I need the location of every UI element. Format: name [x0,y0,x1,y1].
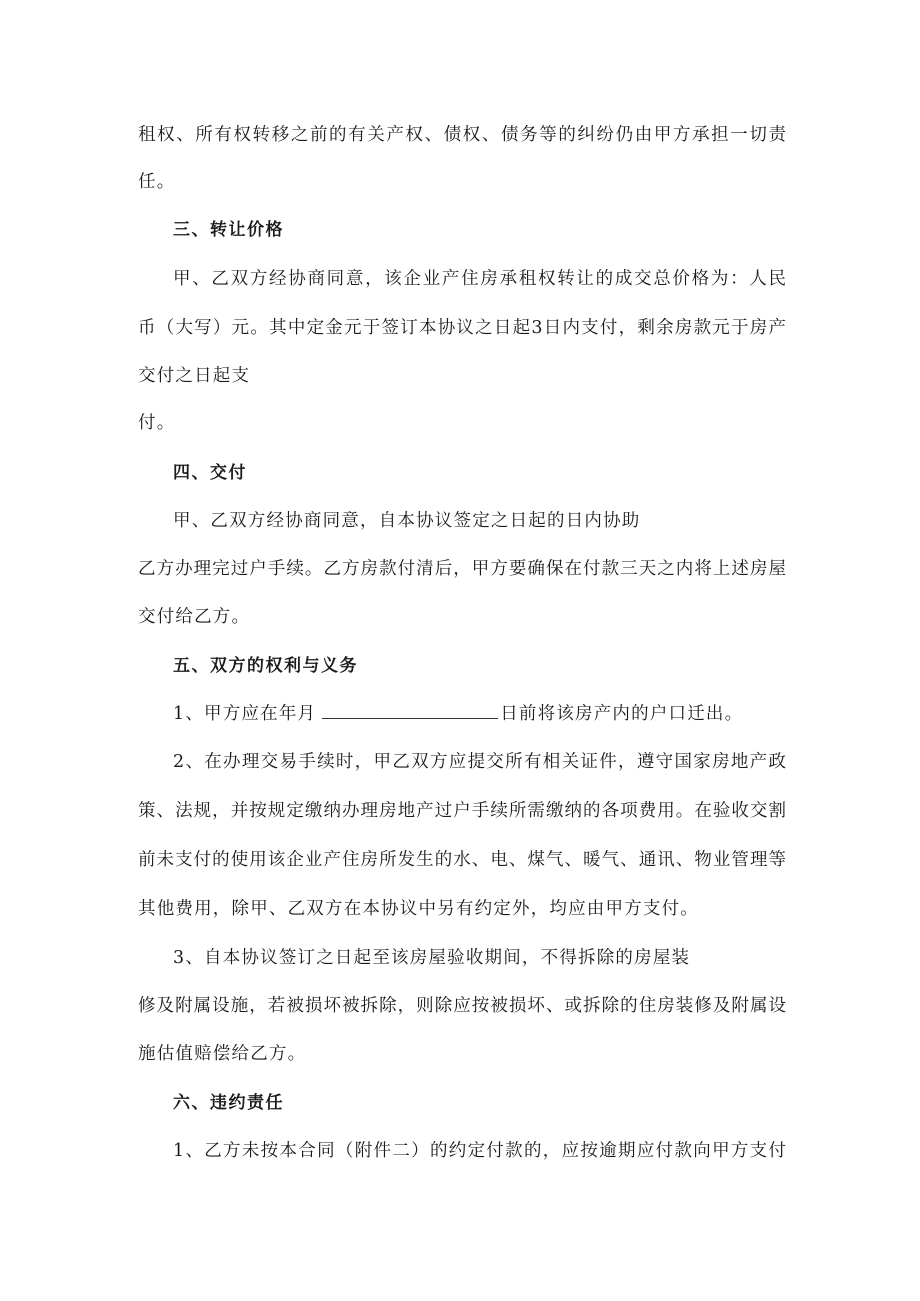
section-heading-price: 三、转让价格 [173,220,284,240]
paragraph-line: 3、自本协议签订之日起至该房屋验收期间，不得拆除的房屋装 [173,948,691,968]
clause-text: 日前将该房产内的户口迁出。 [500,704,744,724]
paragraph-line: 甲、乙双方经协商同意，自本协议签定之日起的日内协助 [173,511,641,531]
paragraph-line: 任。 [138,172,176,192]
section-heading-breach: 六、违约责任 [173,1093,284,1113]
section-heading-delivery: 四、交付 [173,463,247,483]
paragraph-line: 交付给乙方。 [138,607,251,627]
paragraph-line: 乙方办理完过户手续。乙方房款付清后，甲方要确保在付款三天之内将上述房屋 [138,559,786,579]
paragraph-line: 其他费用，除甲、乙双方在本协议中另有约定外，均应由甲方支付。 [138,899,699,919]
paragraph-line: 施估值赔偿给乙方。 [138,1044,307,1064]
paragraph-line: 前未支付的使用该企业产住房所发生的水、电、煤气、暖气、通讯、物业管理等 [138,850,786,870]
section-heading-rights: 五、双方的权利与义务 [173,656,358,676]
fill-in-blank[interactable] [322,702,498,719]
paragraph-line: 租权、所有权转移之前的有关产权、债权、债务等的纠纷仍由甲方承担一切责 [138,125,786,145]
clause-1 [173,702,743,726]
paragraph-line: 2、在办理交易手续时，甲乙双方应提交所有相关证件，遵守国家房地产政 [173,752,786,772]
clause-text: 1、甲方应在年月 [173,704,317,724]
paragraph-line: 1、乙方未按本合同（附件二）的约定付款的，应按逾期应付款向甲方支付 [173,1141,786,1161]
paragraph-line: 策、法规，并按规定缴纳办理房地产过户手续所需缴纳的各项费用。在验收交割 [138,801,786,821]
paragraph-line: 修及附属设施，若被损坏被拆除，则除应按被损坏、或拆除的住房装修及附属设 [138,996,786,1016]
paragraph-line: 币（大写）元。其中定金元于签订本协议之日起3日内支付，剩余房款元于房产 [138,318,786,338]
paragraph-line: 甲、乙双方经协商同意，该企业产住房承租权转让的成交总价格为：人民 [173,269,786,289]
paragraph-line: 付。 [138,413,176,433]
paragraph-line: 交付之日起支 [138,366,251,386]
